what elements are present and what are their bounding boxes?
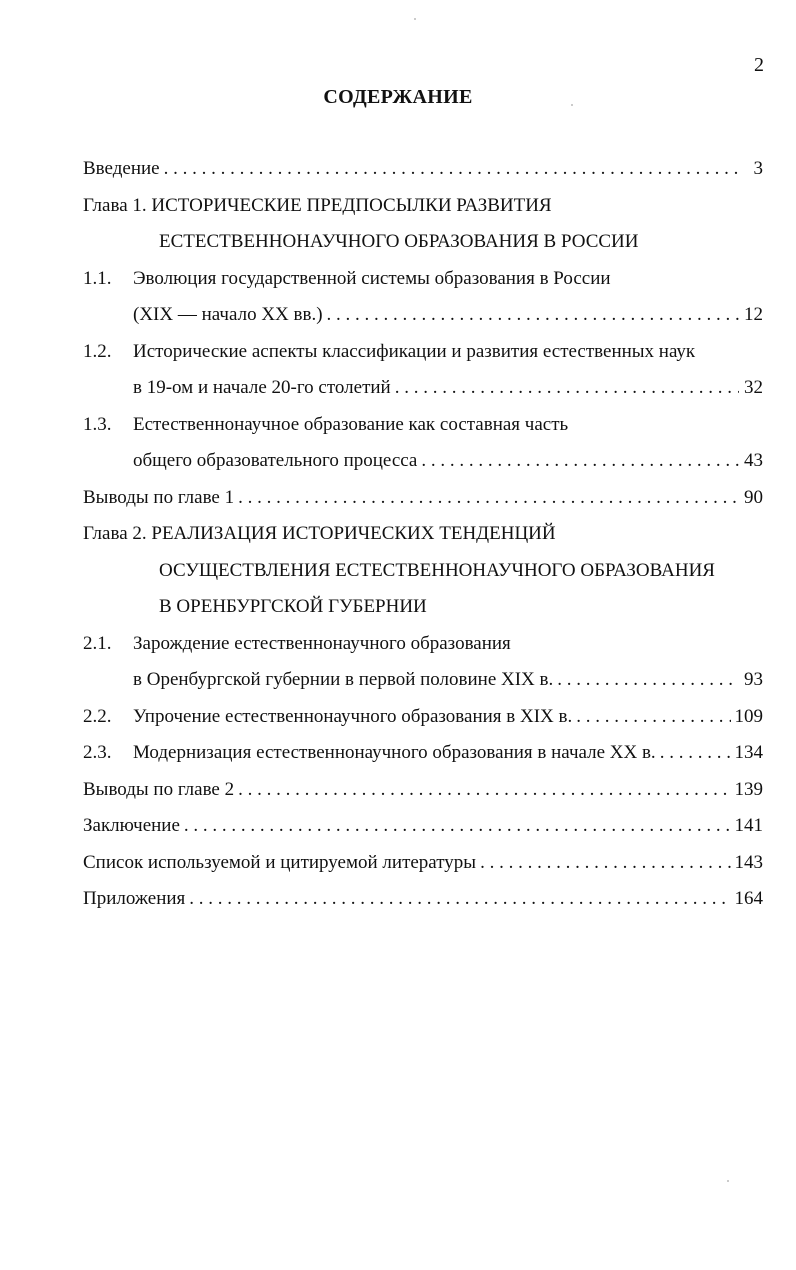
toc-page-number: 139 bbox=[734, 778, 763, 800]
scan-speck bbox=[414, 18, 416, 20]
toc-entry-2-1[interactable] bbox=[83, 630, 763, 667]
toc-entry-label: Упрочение естественнонаучного образования в XIX в. bbox=[133, 705, 573, 727]
toc-chapter-2-heading[interactable] bbox=[83, 520, 763, 557]
dot-leader bbox=[184, 812, 731, 840]
table-of-contents bbox=[83, 155, 763, 922]
toc-entry-label: Эволюция государственной системы образования в России bbox=[133, 267, 611, 289]
section-number: 2.3. bbox=[83, 742, 112, 763]
toc-entry-chapter-2-conclusions[interactable] bbox=[83, 776, 763, 813]
page-number: 2 bbox=[754, 54, 764, 76]
toc-entry-2-1-cont[interactable] bbox=[83, 666, 763, 703]
dot-leader bbox=[660, 739, 731, 767]
chapter-title: В ОРЕНБУРГСКОЙ ГУБЕРНИИ bbox=[159, 596, 427, 617]
toc-chapter-2-heading-cont bbox=[83, 593, 763, 630]
toc-chapter-1-heading-cont bbox=[83, 228, 763, 265]
dot-leader bbox=[480, 849, 730, 877]
toc-entry-1-3[interactable] bbox=[83, 411, 763, 448]
toc-entry-bibliography[interactable] bbox=[83, 849, 763, 886]
toc-page-number: 32 bbox=[744, 377, 763, 398]
toc-entry-1-2[interactable] bbox=[83, 338, 763, 375]
toc-entry-label: Модернизация естественнонаучного образования в начале XX в. bbox=[133, 742, 656, 763]
toc-entry-2-2[interactable] bbox=[83, 703, 763, 740]
chapter-title: ОСУЩЕСТВЛЕНИЯ ЕСТЕСТВЕННОНАУЧНОГО ОБРАЗОВАНИЯ bbox=[159, 559, 715, 581]
toc-entry-label: в 19-ом и начале 20-го столетий bbox=[133, 377, 391, 398]
toc-entry-conclusion[interactable] bbox=[83, 812, 763, 849]
toc-page-number: 134 bbox=[734, 742, 763, 763]
dot-leader bbox=[395, 374, 739, 402]
toc-page-number: 90 bbox=[744, 486, 763, 508]
toc-page-number: 109 bbox=[734, 705, 763, 727]
toc-page-number: 141 bbox=[734, 815, 763, 836]
toc-chapter-1-heading[interactable] bbox=[83, 192, 763, 229]
section-number: 1.2. bbox=[83, 340, 112, 362]
dot-leader bbox=[189, 885, 730, 913]
scan-speck bbox=[727, 1180, 729, 1182]
toc-chapter-2-heading-cont bbox=[83, 557, 763, 594]
toc-page-number: 3 bbox=[753, 158, 763, 179]
toc-entry-introduction[interactable] bbox=[83, 155, 763, 192]
toc-page-number: 93 bbox=[744, 669, 763, 690]
toc-entry-1-3-cont[interactable] bbox=[83, 447, 763, 484]
page-title: СОДЕРЖАНИЕ bbox=[323, 86, 473, 108]
section-number: 1.1. bbox=[83, 267, 112, 289]
toc-entry-1-1[interactable] bbox=[83, 265, 763, 302]
toc-entry-1-1-cont[interactable] bbox=[83, 301, 763, 338]
toc-entry-label: Выводы по главе 1 bbox=[83, 486, 235, 508]
toc-entry-label: Выводы по главе 2 bbox=[83, 778, 235, 800]
toc-entry-label: Список используемой и цитируемой литературы bbox=[83, 851, 477, 873]
toc-entry-label: Заключение bbox=[83, 815, 180, 836]
chapter-title: Глава 2. РЕАЛИЗАЦИЯ ИСТОРИЧЕСКИХ ТЕНДЕНЦИЙ bbox=[83, 523, 556, 544]
toc-page-number: 43 bbox=[744, 450, 763, 471]
dot-leader bbox=[238, 776, 730, 804]
dot-leader bbox=[164, 155, 739, 183]
toc-page-number: 164 bbox=[734, 888, 763, 909]
dot-leader bbox=[421, 447, 739, 475]
toc-entry-chapter-1-conclusions[interactable] bbox=[83, 484, 763, 521]
toc-entry-label: Зарождение естественнонаучного образования bbox=[133, 632, 511, 654]
toc-page-number: 143 bbox=[734, 851, 763, 873]
toc-entry-label: в Оренбургской губернии в первой половине XIX в. bbox=[133, 669, 554, 690]
toc-entry-label: общего образовательного процесса bbox=[133, 450, 418, 471]
toc-entry-appendices[interactable] bbox=[83, 885, 763, 922]
toc-entry-label: Исторические аспекты классификации и развития естественных наук bbox=[133, 340, 696, 362]
dot-leader bbox=[557, 666, 739, 694]
dot-leader bbox=[327, 301, 739, 329]
section-number: 2.2. bbox=[83, 705, 112, 727]
toc-entry-label: Приложения bbox=[83, 888, 186, 909]
toc-entry-label: Естественнонаучное образование как составная часть bbox=[133, 413, 569, 435]
toc-entry-1-2-cont[interactable] bbox=[83, 374, 763, 411]
toc-entry-label: (XIX — начало XX вв.) bbox=[133, 304, 323, 325]
toc-entry-label: Введение bbox=[83, 158, 160, 179]
dot-leader bbox=[238, 484, 739, 512]
dot-leader bbox=[576, 703, 730, 731]
section-number: 2.1. bbox=[83, 632, 112, 654]
section-number: 1.3. bbox=[83, 413, 112, 435]
toc-entry-2-3[interactable] bbox=[83, 739, 763, 776]
chapter-title: ЕСТЕСТВЕННОНАУЧНОГО ОБРАЗОВАНИЯ В РОССИИ bbox=[159, 231, 639, 252]
chapter-title: Глава 1. ИСТОРИЧЕСКИЕ ПРЕДПОСЫЛКИ РАЗВИТИЯ bbox=[83, 194, 552, 216]
toc-page-number: 12 bbox=[744, 304, 763, 325]
